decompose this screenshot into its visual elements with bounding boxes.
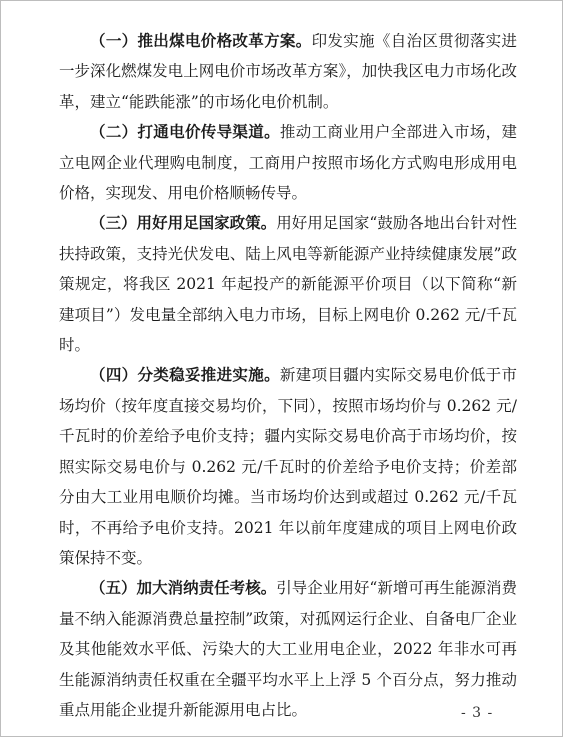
paragraph-4-heading: （四）分类稳妥推进实施。 <box>90 366 280 385</box>
page-number: - 3 - <box>461 705 494 721</box>
paragraph-5 <box>59 573 517 725</box>
paragraph-2 <box>59 117 517 208</box>
paragraph-4-text: 新建项目疆内实际交易电价低于市场均价（按年度直接交易均价，下同），按照市场均价与 0.262 元/千瓦时的价差给予电价支持；疆内实际交易电价高于市场均价，按照实际交易电价与 0.262 元/千瓦时的价差给予电价支持；价差部分由大工业用电顺价均摊。当市场均价达到或超过 0.262 元/千瓦时，不再给予电价支持。2021 年以前年度建成的项目上网电价政策保持不变。 <box>59 366 517 567</box>
paragraph-2-text: 推动工商业用户全部进入市场，建立电网企业代理购电制度，工商用户按照市场化方式购电形成用电价格，实现发、用电价格顺畅传导。 <box>59 123 517 203</box>
paragraph-3-heading: （三）用好用足国家政策。 <box>90 214 277 233</box>
paragraph-5-heading: （五）加大消纳责任考核。 <box>90 579 277 598</box>
paragraph-2-heading: （二）打通电价传导渠道。 <box>90 123 280 142</box>
paragraph-1-heading: （一）推出煤电价格改革方案。 <box>90 32 312 50</box>
paragraph-1 <box>59 26 517 117</box>
paragraph-5-text: 引导企业用好“新增可再生能源消费量不纳入能源消费总量控制”政策，对孤网运行企业、自备电厂企业及其他能效水平低、污染大的大工业用电企业，2022 年非水可再生能源消纳责任权重在全疆平均水平上上浮 5 个百分点，努力推动重点用能企业提升新能源用电占比。 <box>59 579 517 719</box>
paragraph-4 <box>59 360 517 573</box>
document-body <box>59 26 517 725</box>
paragraph-3-text: 用好用足国家“鼓励各地出台针对性扶持政策，支持光伏发电、陆上风电等新能源产业持续健康发展”政策规定，将我区 2021 年起投产的新能源平价项目（以下简称“新建项目”）发电量全部纳入电力市场，目标上网电价 0.262 元/千瓦时。 <box>59 214 517 355</box>
paragraph-1-text: 印发实施《自治区贯彻落实进一步深化燃煤发电上网电价市场改革方案》，加快我区电力市场化改革，建立“能跌能涨”的市场化电价机制。 <box>59 32 517 111</box>
paragraph-3 <box>59 208 517 360</box>
